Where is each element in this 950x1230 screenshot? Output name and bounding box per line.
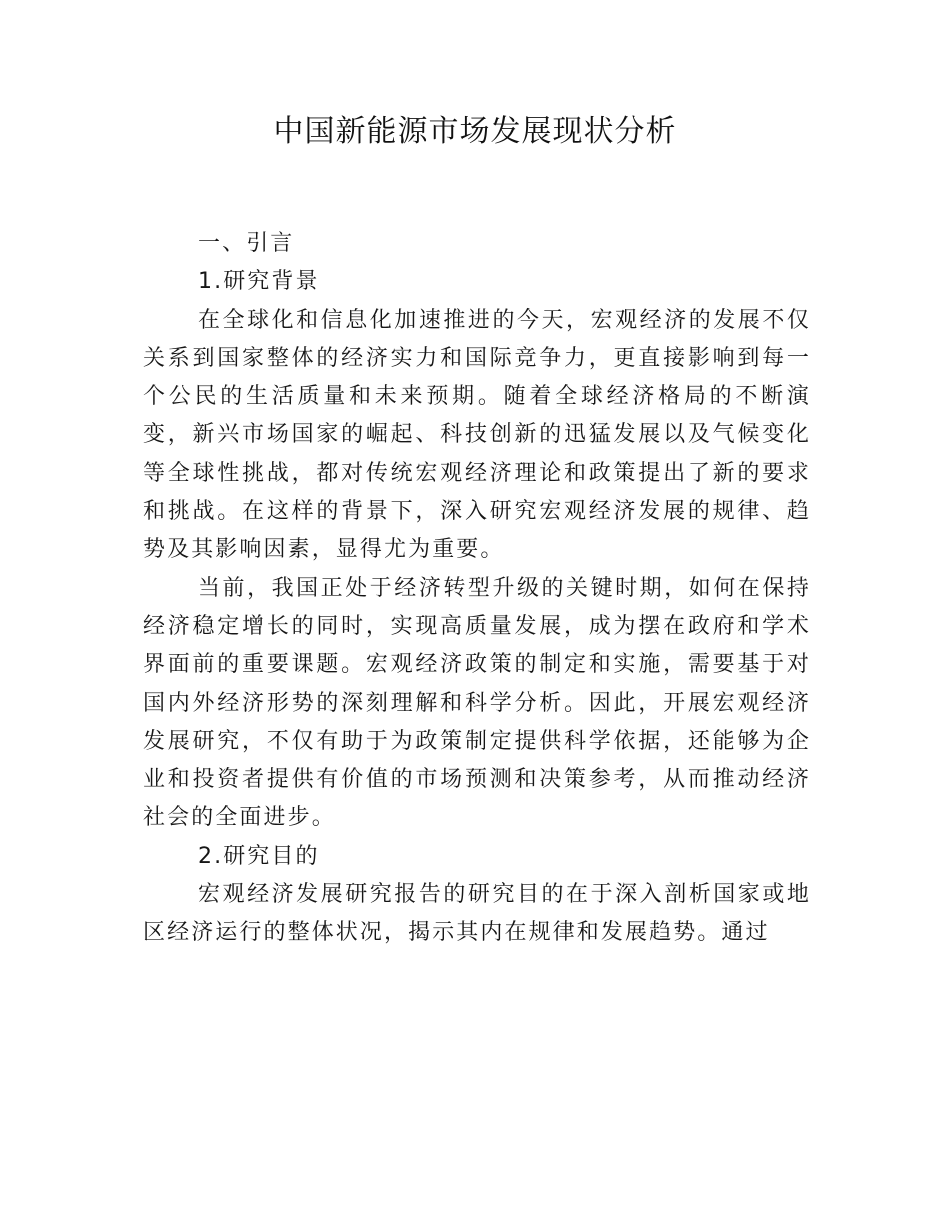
paragraph-background-1: 在全球化和信息化加速推进的今天，宏观经济的发展不仅关系到国家整体的经济实力和国际竞争力，更直接影响到每一个公民的生活质量和未来预期。随着全球经济格局的不断演变，新兴市场国家的崛起、科技创新的迅猛发展以及气候变化等全球性挑战，都对传统宏观经济理论和政策提出了新的要求和挑战。在这样的背景下，深入研究宏观经济发展的规律、趋势及其影响因素，显得尤为重要。 — [143, 307, 811, 563]
subsection-heading-purpose: 2.研究目的 — [198, 843, 320, 869]
subsection-heading-background: 1.研究背景 — [198, 269, 320, 295]
paragraph-purpose-1: 宏观经济发展研究报告的研究目的在于深入剖析国家或地区经济运行的整体状况，揭示其内在规律和发展趋势。通过 — [143, 882, 811, 946]
document-body — [143, 225, 811, 953]
document-title: 中国新能源市场发展现状分析 — [273, 114, 677, 149]
paragraph-background-2: 当前，我国正处于经济转型升级的关键时期，如何在保持经济稳定增长的同时，实现高质量发展，成为摆在政府和学术界面前的重要课题。宏观经济政策的制定和实施，需要基于对国内外经济形势的深刻理解和科学分析。因此，开展宏观经济发展研究，不仅有助于为政策制定提供科学依据，还能够为企业和投资者提供有价值的市场预测和决策参考，从而推动经济社会的全面进步。 — [143, 575, 811, 831]
section-heading-introduction: 一、引言 — [198, 231, 295, 256]
